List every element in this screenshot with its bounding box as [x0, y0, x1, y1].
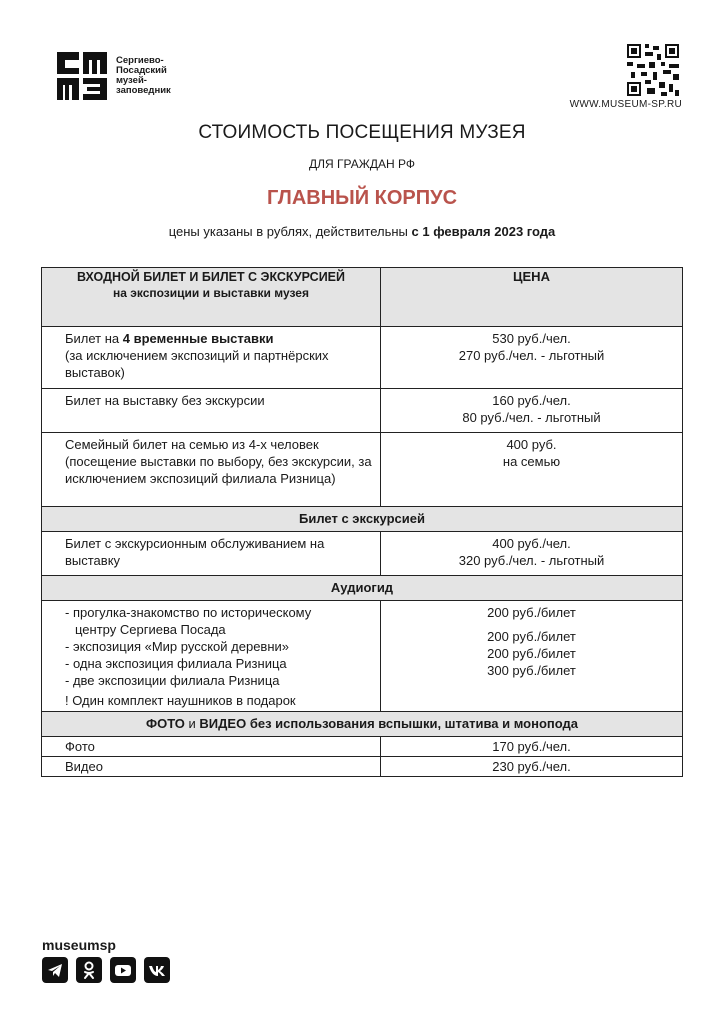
table-row [42, 433, 683, 507]
museum-logo-text [116, 56, 196, 96]
qr-code-icon[interactable] [627, 44, 679, 96]
building-heading: ГЛАВНЫЙ КОРПУС [266, 187, 458, 209]
section-row-audioguide [42, 576, 683, 601]
price-value: 530 руб./чел. [492, 331, 571, 346]
logo-line: музей- [116, 75, 147, 86]
price-note-date: с 1 февраля 2023 года [411, 224, 556, 239]
photo-price: 170 руб./чел. [381, 737, 683, 757]
price-value: 270 руб./чел. - льготный [458, 348, 605, 363]
vk-icon[interactable] [144, 957, 170, 983]
ticket-description: Билет на выставку без экскурсии [42, 389, 381, 433]
page-subtitle: ДЛЯ ГРАЖДАН РФ [309, 157, 415, 171]
table-header-row [42, 268, 683, 327]
section-title: Билет с экскурсией [42, 507, 683, 532]
price-value: 200 руб./билет [487, 605, 576, 620]
header-ticket-title: ВХОДНОЙ БИЛЕТ И БИЛЕТ С ЭКСКУРСИЕЙ [76, 270, 346, 284]
section-bold: ФОТО [145, 716, 185, 731]
ticket-description: Семейный билет на семью из 4-х человек (посещение выставки по выбору, без экскурсии, за исключением экспозиций филиала Ризница) [42, 433, 381, 507]
price-value: 160 руб./чел. [492, 393, 571, 408]
logo-line: Сергиево- [116, 55, 164, 66]
price-value: 400 руб. [506, 437, 557, 452]
table-row [42, 327, 683, 389]
table-row [42, 757, 683, 777]
header-ticket-subtitle: на экспозиции и выставки музея [112, 286, 309, 300]
price-note [0, 224, 724, 239]
museum-logo-mark [57, 52, 107, 100]
price-value: 80 руб./чел. - льготный [462, 410, 601, 425]
audioguide-prices [381, 601, 683, 712]
price-value: на семью [502, 454, 561, 469]
price-table [41, 267, 683, 777]
table-row [42, 601, 683, 712]
section-text: без использования вспышки, штатива и монопода [246, 716, 579, 731]
section-row-excursion [42, 507, 683, 532]
page-title: СТОИМОСТЬ ПОСЕЩЕНИЯ МУЗЕЯ [198, 122, 526, 143]
ticket-price [381, 389, 683, 433]
youtube-icon[interactable] [110, 957, 136, 983]
desc-text: (за исключением экспозиций и партнёрских выставок) [65, 348, 329, 380]
price-value: 200 руб./билет [487, 629, 576, 644]
table-row [42, 532, 683, 576]
social-links [42, 957, 170, 983]
section-row-photo-video [42, 712, 683, 737]
audio-item: - прогулка-знакомство по историческому [65, 605, 312, 620]
logo-line: Посадский [116, 65, 167, 76]
video-price: 230 руб./чел. [381, 757, 683, 777]
desc-text: Билет на [65, 331, 123, 346]
website-link[interactable]: WWW.MUSEUM-SP.RU [569, 99, 682, 110]
price-note-text: цены указаны в рублях, действительны [168, 224, 412, 239]
spacer [389, 621, 674, 628]
price-value: 200 руб./билет [487, 646, 576, 661]
ticket-description: Билет с экскурсионным обслуживанием на выставку [42, 532, 381, 576]
odnoklassniki-icon[interactable] [76, 957, 102, 983]
desc-bold: 4 временные выставки [122, 331, 274, 346]
video-label: Видео [42, 757, 381, 777]
price-value: 400 руб./чел. [492, 536, 571, 551]
telegram-icon[interactable] [42, 957, 68, 983]
audio-gift-note: ! Один комплект наушников в подарок [65, 693, 296, 708]
museum-logo [57, 52, 196, 100]
audio-item: центру Сергиева Посада [75, 622, 226, 637]
photo-label: Фото [42, 737, 381, 757]
table-header-price: ЦЕНА [381, 268, 683, 327]
ticket-description [42, 327, 381, 389]
price-value: 320 руб./чел. - льготный [458, 553, 605, 568]
table-header-ticket [42, 268, 381, 327]
audio-item: - одна экспозиция филиала Ризница [65, 656, 287, 671]
ticket-price [381, 327, 683, 389]
logo-line: заповедник [116, 85, 171, 96]
section-text: и [184, 716, 200, 731]
section-title [42, 712, 683, 737]
price-value: 300 руб./билет [487, 663, 576, 678]
audio-item: - две экспозиции филиала Ризница [65, 673, 280, 688]
table-row [42, 737, 683, 757]
audioguide-description [42, 601, 381, 712]
table-row [42, 389, 683, 433]
section-title: Аудиогид [42, 576, 683, 601]
social-handle: museumsp [42, 937, 116, 953]
audio-item: - экспозиция «Мир русской деревни» [65, 639, 290, 654]
section-bold: ВИДЕО [199, 716, 247, 731]
ticket-price [381, 433, 683, 507]
ticket-price [381, 532, 683, 576]
